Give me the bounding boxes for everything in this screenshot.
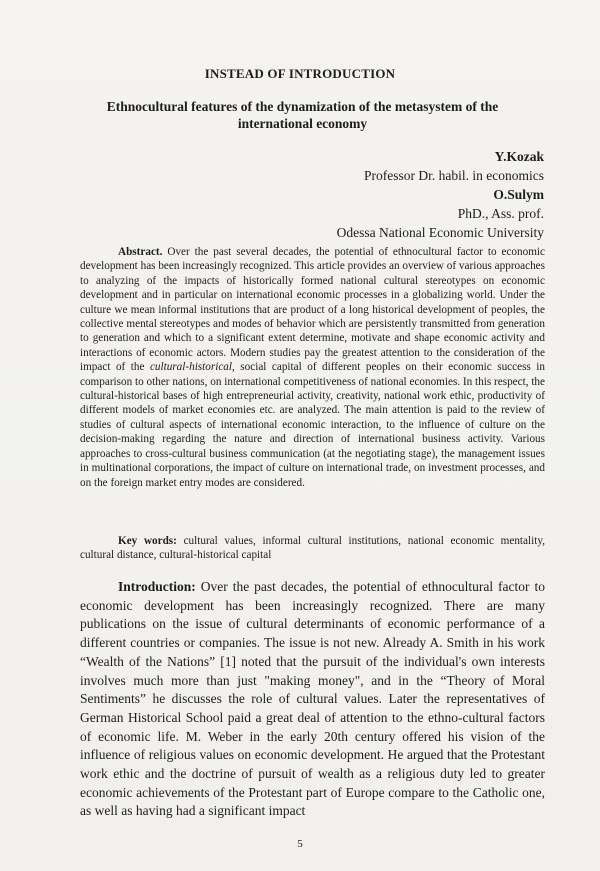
section-heading: INSTEAD OF INTRODUCTION: [204, 66, 396, 81]
keywords-label: Key words:: [118, 535, 177, 547]
keywords-text: cultural values, informal cultural institutions, national economic mentality, cultural distance, cultural-historical capital: [80, 535, 545, 562]
introduction-label: Introduction:: [118, 579, 196, 594]
introduction-paragraph: [80, 578, 545, 821]
paper-title: Ethnocultural features of the dynamization of the metasystem of the international economy: [106, 99, 499, 131]
abstract-label: Abstract.: [118, 246, 163, 258]
abstract-text-part-1: Over the past several decades, the potential of ethnocultural factor to economic development has been increasingly recognized. This article provides an overview of various approaches to analyzing of the impacts of historically formed national cultural stereotypes on economic development and in particular on international economic processes in a globalizing world. Under the culture we mean informal institutions that are product of a long historical development of peoples, the collective mental stereotypes and modes of behavior which are persistently transmitted from generation to generation and which to a significant extent determine, motivate and shape economic activity and interactions of economic actors. Modern studies pay the greatest attention to the consideration of the impact of the: [80, 246, 545, 374]
author-affiliation: Professor Dr. habil. in economics: [364, 168, 544, 183]
author-block: [164, 147, 544, 242]
author-affiliation: PhD., Ass. prof.: [457, 206, 544, 221]
author-name: O.Sulym: [493, 187, 544, 202]
abstract-text-part-2: social capital of different peoples on their economic success in comparison to other nations, on international competitiveness of national economies. In this respect, the cultural-historical bases of high entrepreneurial activity, creativity, national work ethic, productivity of different models of market economies etc. are analyzed. The main attention is paid to the review of studies of cultural aspects of international economic interaction, to the influence of culture on the decision-making regarding the nature and direction of international business activity. Various approaches to cross-cultural business communication (at the negotiating stage), the management issues in multinational corporations, the impact of culture on international trade, on investment processes, and on the foreign market entry modes are considered.: [80, 361, 545, 489]
abstract-paragraph: [80, 245, 545, 490]
introduction-text: Over the past decades, the potential of ethnocultural factor to economic development has been increasingly recognized. There are many publications on the issue of cultural determinants of economic performance of a different countries or companies. The issue is not new. Already A. Smith in his work “Wealth of the Nations” [1] noted that the pursuit of the individual's own interests involves much more than just "making money", and in the “Theory of Moral Sentiments” he discusses the role of cultural values. Later the representatives of German Historical School paid a great deal of attention to the ethno-cultural factors of economic life. M. Weber in the early 20th century offered his vision of the influence of religious values on economic development. He argued that the Protestant work ethic and the doctrine of pursuit of wealth as a religious duty led to greater economic achievements of the Protestant part of Europe compare to the Catholic one, as well as having had a significant impact: [80, 579, 545, 819]
keywords-paragraph: [80, 534, 545, 563]
author-name: Y.Kozak: [494, 149, 544, 164]
abstract-italic-term: cultural-historical,: [149, 361, 235, 374]
institution: Odessa National Economic University: [336, 225, 544, 240]
page-number: 5: [297, 838, 303, 850]
